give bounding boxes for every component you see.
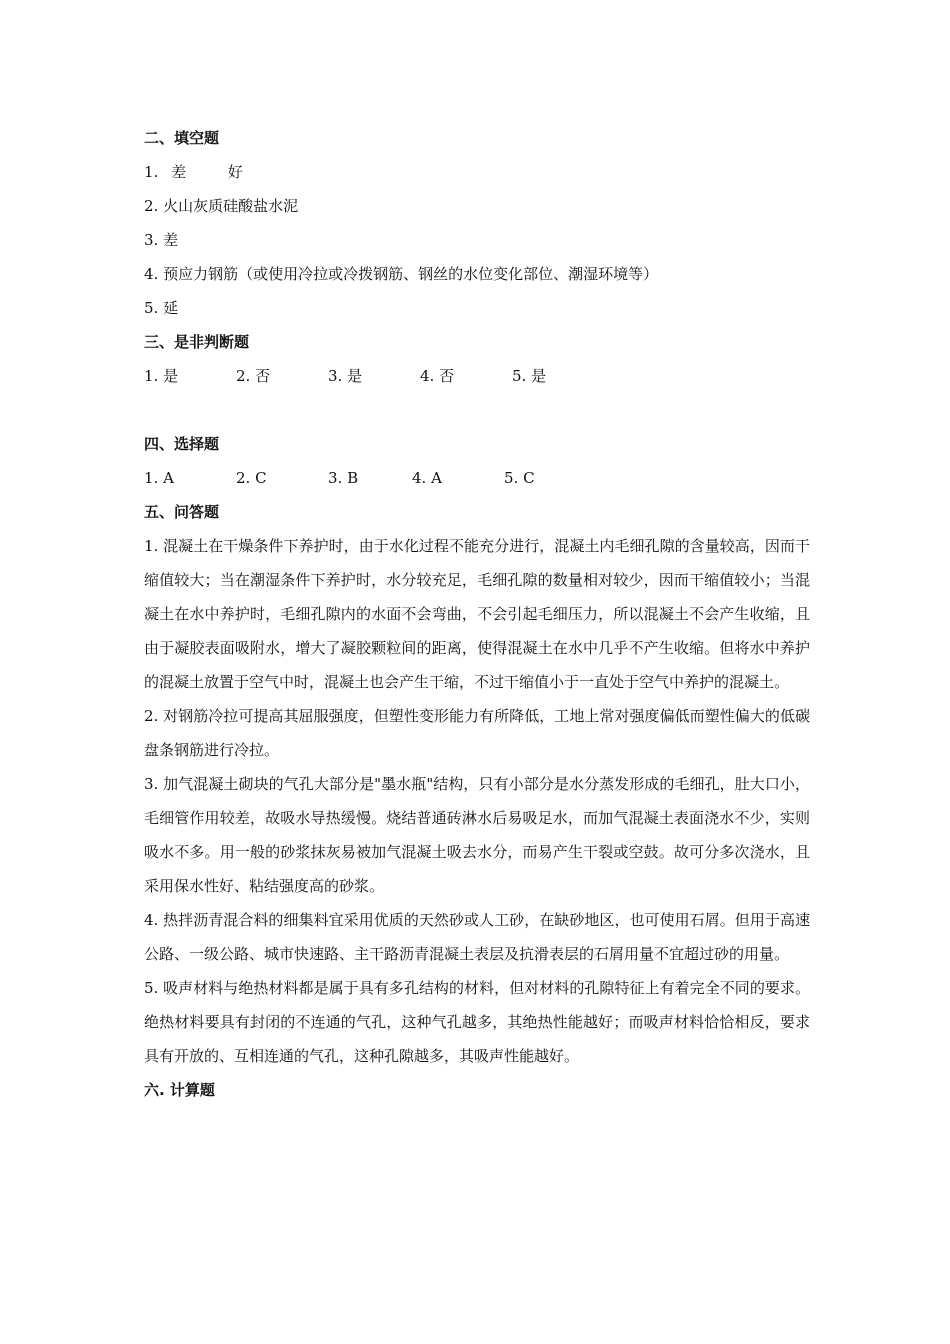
true-false-answer: 2. 否 (236, 367, 271, 385)
choice-answer: 1. A (144, 469, 174, 487)
fill-blank-answer-1-a: 差 (171, 163, 187, 181)
fill-blank-answer-2: 2. 火山灰质硅酸盐水泥 (144, 197, 299, 215)
fill-blank-answer-1 (144, 162, 810, 182)
qa-answer-4: 4. 热拌沥青混合料的细集料宜采用优质的天然砂或人工砂，在缺砂地区，也可使用石屑。但用于高速公路、一级公路、城市快速路、主干路沥青混凝土表层及抗滑表层的石屑用量不宜超过砂的用量。 (144, 911, 810, 963)
true-false-answer: 5. 是 (512, 367, 547, 385)
true-false-answer: 1. 是 (144, 367, 179, 385)
section-title-fill-blank: 二、填空题 (144, 129, 220, 147)
section-title-calc: 六. 计算题 (144, 1081, 215, 1099)
choice-answer: 4. A (412, 469, 442, 487)
section-title-qa: 五、问答题 (144, 503, 220, 521)
section-title-choice: 四、选择题 (144, 435, 220, 453)
qa-answer-5: 5. 吸声材料与绝热材料都是属于具有多孔结构的材料，但对材料的孔隙特征上有着完全不同的要求。绝热材料要具有封闭的不连通的气孔，这种气孔越多，其绝热性能越好；而吸声材料恰恰相反，要求具有开放的、互相连通的气孔，这种孔隙越多，其吸声性能越好。 (144, 979, 810, 1065)
fill-blank-answer-5: 5. 延 (144, 299, 179, 317)
fill-blank-answer-4: 4. 预应力钢筋（或使用冷拉或冷拨钢筋、钢丝的水位变化部位、潮湿环境等） (144, 265, 659, 283)
fill-blank-answer-1-num: 1. (144, 163, 159, 181)
answer-document (144, 128, 810, 1100)
choice-answer: 2. C (236, 469, 267, 487)
choice-answer: 5. C (504, 469, 535, 487)
choice-answer: 3. B (328, 469, 359, 487)
qa-answer-3: 3. 加气混凝土砌块的气孔大部分是"墨水瓶"结构，只有小部分是水分蒸发形成的毛细孔，肚大口小，毛细管作用较差，故吸水导热缓慢。烧结普通砖淋水后易吸足水，而加气混凝土表面浇水不少，实则吸水不多。用一般的砂浆抹灰易被加气混凝土吸去水分，而易产生干裂或空鼓。故可分多次浇水，且采用保水性好、粘结强度高的砂浆。 (144, 775, 810, 895)
qa-answer-2: 2. 对钢筋冷拉可提高其屈服强度，但塑性变形能力有所降低，工地上常对强度偏低而塑性偏大的低碳盘条钢筋进行冷拉。 (144, 707, 810, 759)
true-false-answer: 3. 是 (328, 367, 363, 385)
true-false-answers (144, 366, 810, 386)
fill-blank-answer-3: 3. 差 (144, 231, 179, 249)
true-false-answer: 4. 否 (420, 367, 455, 385)
section-title-true-false: 三、是非判断题 (144, 333, 250, 351)
qa-answers (144, 529, 810, 1073)
choice-answers (144, 468, 810, 488)
qa-answer-1: 1. 混凝土在干燥条件下养护时，由于水化过程不能充分进行，混凝土内毛细孔隙的含量较高，因而干缩值较大；当在潮湿条件下养护时，水分较充足，毛细孔隙的数量相对较少，因而干缩值较小；当混凝土在水中养护时，毛细孔隙内的水面不会弯曲，不会引起毛细压力，所以混凝土不会产生收缩，且由于凝胶表面吸附水，增大了凝胶颗粒间的距离，使得混凝土在水中几乎不产生收缩。但将水中养护的混凝土放置于空气中时，混凝土也会产生干缩，不过干缩值小于一直处于空气中养护的混凝土。 (144, 537, 810, 691)
fill-blank-answer-1-b: 好 (227, 163, 243, 181)
